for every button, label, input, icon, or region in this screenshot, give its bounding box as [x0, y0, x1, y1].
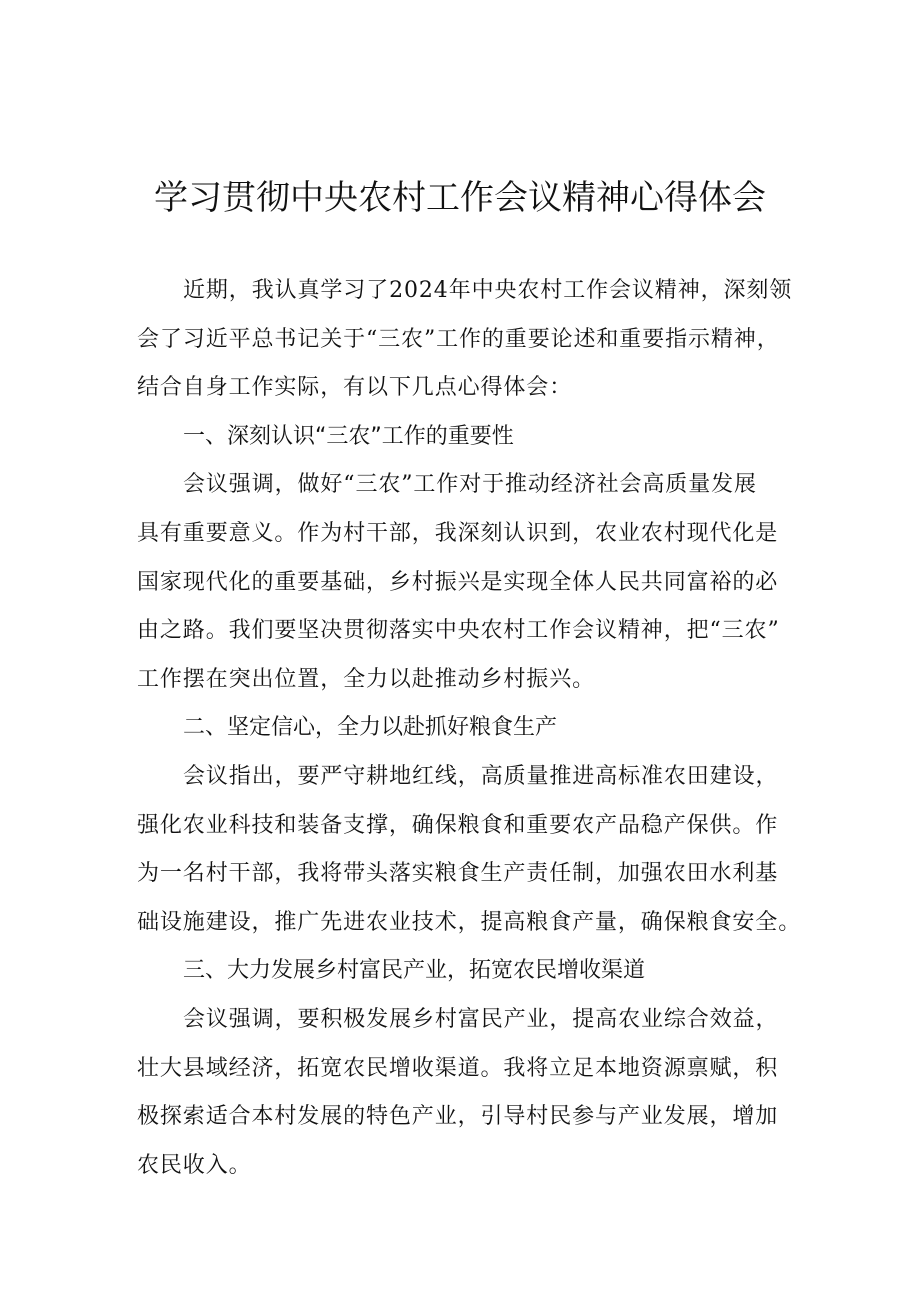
paragraph-line: 础设施建设，推广先进农业技术，提高粮食产量，确保粮食安全。 — [137, 909, 802, 935]
section-heading-1: 一、深刻认识“三农”工作的重要性 — [183, 423, 514, 449]
intro-line: 会了习近平总书记关于“三农”工作的重要论述和重要指示精神， — [137, 326, 780, 352]
paragraph-line: 会议强调，做好“三农”工作对于推动经济社会高质量发展 — [183, 472, 757, 498]
paragraph-line: 极探索适合本村发展的特色产业，引导村民参与产业发展，增加 — [137, 1104, 779, 1130]
section-heading-3: 三、大力发展乡村富民产业，拓宽农民增收渠道 — [183, 958, 646, 984]
section-heading-2: 二、坚定信心，全力以赴抓好粮食生产 — [183, 715, 558, 741]
paragraph-line: 农民收入。 — [137, 1152, 252, 1178]
document-title: 学习贯彻中央农村工作会议精神心得体会 — [154, 178, 766, 218]
intro-line: 结合自身工作实际，有以下几点心得体会： — [137, 375, 573, 401]
paragraph-line: 会议强调，要积极发展乡村富民产业，提高农业综合效益， — [183, 1006, 779, 1032]
paragraph-line: 工作摆在突出位置，全力以赴推动乡村振兴。 — [137, 666, 596, 692]
paragraph-line: 壮大县域经济，拓宽农民增收渠道。我将立足本地资源禀赋，积 — [137, 1055, 779, 1081]
document-body — [137, 272, 802, 1195]
paragraph-line: 由之路。我们要坚决贯彻落实中央农村工作会议精神，把“三农” — [137, 618, 780, 644]
paragraph-line: 强化农业科技和装备支撑，确保粮食和重要农产品稳产保供。作 — [137, 812, 779, 838]
intro-line: 近期，我认真学习了2024年中央农村工作会议精神，深刻领 — [183, 278, 793, 303]
paragraph-line: 国家现代化的重要基础，乡村振兴是实现全体人民共同富裕的必 — [137, 569, 779, 595]
paragraph-line: 会议指出，要严守耕地红线，高质量推进高标准农田建设， — [183, 763, 779, 789]
paragraph-line: 具有重要意义。作为村干部，我深刻认识到，农业农村现代化是 — [137, 520, 779, 546]
paragraph-line: 为一名村干部，我将带头落实粮食生产责任制，加强农田水利基 — [137, 861, 779, 887]
